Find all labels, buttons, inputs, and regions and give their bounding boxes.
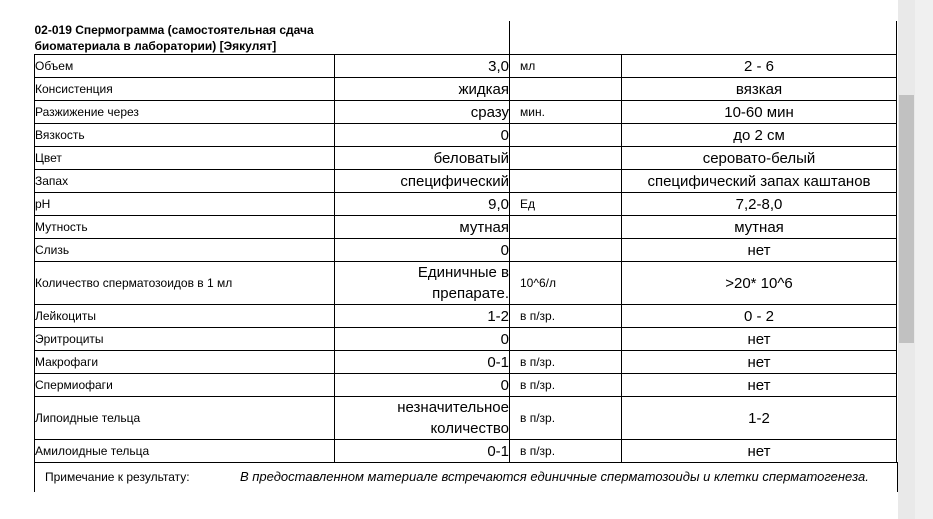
param-value: мутная (335, 216, 510, 239)
param-value: 0 (335, 124, 510, 147)
result-note (34, 462, 898, 492)
param-unit (510, 239, 622, 262)
table-row (35, 216, 897, 239)
param-unit: мл (510, 55, 622, 78)
param-unit (510, 216, 622, 239)
table-header-row (35, 21, 897, 55)
param-value: 0 (335, 239, 510, 262)
table-row (35, 328, 897, 351)
param-reference: нет (622, 328, 897, 351)
table-row (35, 147, 897, 170)
param-value: жидкая (335, 78, 510, 101)
param-value: 3,0 (335, 55, 510, 78)
note-label: Примечание к результату: (45, 470, 190, 484)
param-reference: нет (622, 351, 897, 374)
param-name: Слизь (35, 239, 335, 262)
param-name: pH (35, 193, 335, 216)
param-unit: мин. (510, 101, 622, 124)
param-value: сразу (335, 101, 510, 124)
table-row (35, 262, 897, 305)
param-reference: >20* 10^6 (622, 262, 897, 305)
param-unit: 10^6/л (510, 262, 622, 305)
table-row (35, 193, 897, 216)
param-unit (510, 124, 622, 147)
test-title-line1: 02-019 Спермограмма (самостоятельная сдача (34, 22, 314, 37)
table-row (35, 124, 897, 147)
param-name: Разжижение через (35, 101, 335, 124)
test-title-line2: биоматериала в лаборатории) [Эякулят] (34, 38, 277, 53)
param-unit (510, 147, 622, 170)
param-reference: 10-60 мин (622, 101, 897, 124)
vertical-scrollbar-thumb[interactable] (899, 95, 914, 343)
param-name: Мутность (35, 216, 335, 239)
param-value: 0 (335, 328, 510, 351)
scrollbar-area (898, 0, 933, 519)
header-empty-cell (510, 21, 897, 55)
table-row (35, 55, 897, 78)
param-name: Липоидные тельца (35, 397, 335, 440)
param-reference: 7,2-8,0 (622, 193, 897, 216)
param-name: Спермиофаги (35, 374, 335, 397)
param-name: Количество сперматозоидов в 1 мл (35, 262, 335, 305)
param-unit: Ед (510, 193, 622, 216)
param-value: 9,0 (335, 193, 510, 216)
param-reference: специфический запах каштанов (622, 170, 897, 193)
param-value (335, 262, 510, 305)
param-unit: в п/зр. (510, 374, 622, 397)
results-table (34, 21, 897, 463)
param-reference: до 2 см (622, 124, 897, 147)
param-value: 0 (335, 374, 510, 397)
param-name: Амилоидные тельца (35, 440, 335, 463)
param-name: Цвет (35, 147, 335, 170)
param-unit: в п/зр. (510, 440, 622, 463)
table-row (35, 78, 897, 101)
table-row (35, 374, 897, 397)
param-reference: серовато-белый (622, 147, 897, 170)
test-title (35, 21, 510, 55)
param-name: Объем (35, 55, 335, 78)
param-reference: мутная (622, 216, 897, 239)
param-reference: 2 - 6 (622, 55, 897, 78)
param-unit (510, 78, 622, 101)
table-row (35, 239, 897, 262)
note-text: В предоставленном материале встречаются единичные сперматозоиды и клетки сперматогенеза. (240, 469, 869, 484)
param-reference: нет (622, 239, 897, 262)
table-row (35, 397, 897, 440)
param-name: Макрофаги (35, 351, 335, 374)
param-name: Эритроциты (35, 328, 335, 351)
table-row (35, 101, 897, 124)
param-reference: нет (622, 440, 897, 463)
param-unit (510, 328, 622, 351)
param-value (335, 397, 510, 440)
table-row (35, 305, 897, 328)
param-value: специфический (335, 170, 510, 193)
table-row (35, 351, 897, 374)
param-value: беловатый (335, 147, 510, 170)
param-value-line1: незначительное (397, 399, 509, 416)
param-unit: в п/зр. (510, 351, 622, 374)
param-name: Лейкоциты (35, 305, 335, 328)
param-name: Консистенция (35, 78, 335, 101)
param-value-line2: количество (430, 420, 509, 437)
param-value: 1-2 (335, 305, 510, 328)
param-value-line2: препарате. (432, 285, 509, 302)
param-reference: 1-2 (622, 397, 897, 440)
param-unit: в п/зр. (510, 397, 622, 440)
param-value: 0-1 (335, 351, 510, 374)
param-reference: вязкая (622, 78, 897, 101)
param-name: Вязкость (35, 124, 335, 147)
table-row (35, 440, 897, 463)
param-reference: 0 - 2 (622, 305, 897, 328)
param-unit: в п/зр. (510, 305, 622, 328)
param-reference: нет (622, 374, 897, 397)
param-value: 0-1 (335, 440, 510, 463)
table-row (35, 170, 897, 193)
param-unit (510, 170, 622, 193)
param-name: Запах (35, 170, 335, 193)
param-value-line1: Единичные в (417, 264, 509, 281)
